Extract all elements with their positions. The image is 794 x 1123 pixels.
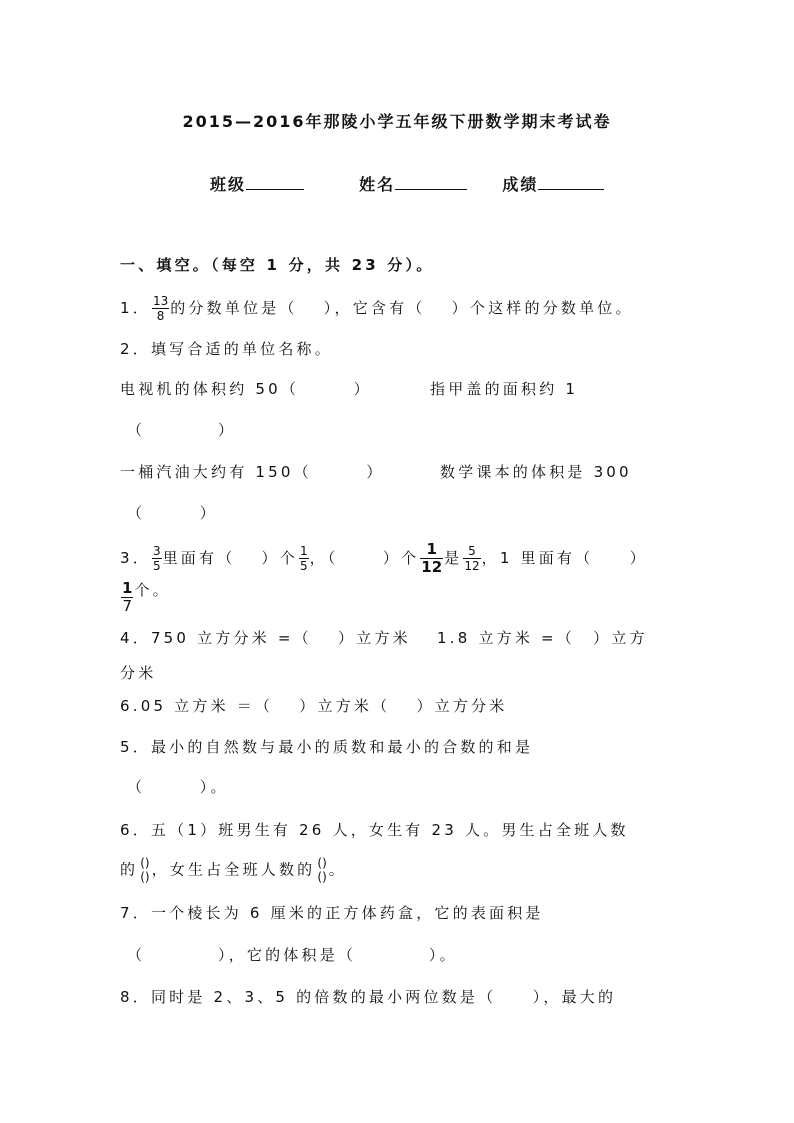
score-label: 成绩: [502, 175, 539, 194]
question-5-line2: （ ）。: [127, 778, 229, 796]
question-4-line1: 4．750 立方分米 =（ ）立方米 1.8 立方米 =（ ）立方: [120, 629, 648, 647]
question-6-line1: 6．五（1）班男生有 26 人，女生有 23 人。男生占全班人数: [120, 821, 629, 839]
section-heading: 一、填空。（每空 1 分，共 23 分）。: [120, 256, 435, 274]
fraction-1-5: $\frac{1}{5}$: [299, 544, 308, 573]
question-2-stem: 2．填写合适的单位名称。: [120, 340, 333, 358]
question-8-line1: 8．同时是 2、3、5 的倍数的最小两位数是（ ），最大的: [120, 988, 617, 1006]
question-2-nail: 指甲盖的面积约 1: [430, 380, 579, 398]
question-7-line2: （ ），它的体积是（ ）。: [127, 946, 458, 964]
question-2-tv: 电视机的体积约 50（ ）: [120, 380, 372, 398]
question-3: 3． $\frac{3}{5}$ 里面有（ ）个 $\frac{1}{5}$ ，（ ）个 $\frac{1}{12}$ 是 $\frac{5}{12}$ ，1 里面有（ ）: [120, 540, 648, 576]
fraction-blank-2: () (): [317, 856, 327, 884]
question-7-line1: 7．一个棱长为 6 厘米的正方体药盒，它的表面积是: [120, 904, 544, 922]
question-2-book-blank: （ ）: [127, 504, 219, 522]
question-4-line2: 分米: [120, 664, 157, 682]
score-blank: [538, 175, 604, 190]
fraction-3-5: $\frac{3}{5}$: [152, 544, 161, 573]
question-5-line1: 5．最小的自然数与最小的质数和最小的合数的和是: [120, 738, 534, 756]
fraction-1-7: $\frac{1}{7}$: [122, 579, 133, 615]
fraction-blank-1: () (): [140, 856, 150, 884]
class-blank: [246, 175, 304, 190]
question-2-oil: 一桶汽油大约有 150（ ）: [120, 463, 385, 481]
class-label: 班级: [210, 175, 247, 194]
fraction-13-8: $\frac{13}{8}$: [152, 294, 169, 323]
fraction-1-12: $\frac{1}{12}$: [421, 540, 443, 576]
name-label: 姓名: [359, 175, 396, 194]
question-3-cont: $\frac{1}{7}$ 个。: [122, 579, 171, 615]
question-1: 1． $\frac{13}{8}$ 的分数单位是（ ），它含有（ ）个这样的分数单位。: [120, 294, 634, 323]
question-2-nail-blank: （ ）: [127, 421, 237, 439]
question-4-line3: 6.05 立方米 ＝（ ）立方米（ ）立方分米: [120, 697, 508, 715]
question-2-book: 数学课本的体积是 300: [440, 463, 632, 481]
student-info-row: [210, 172, 604, 195]
fraction-5-12: $\frac{5}{12}$: [464, 544, 480, 573]
page-title: 2015—2016年那陵小学五年级下册数学期末考试卷: [182, 112, 612, 131]
name-blank: [395, 175, 467, 190]
question-6-line2: 的 () () ，女生占全班人数的 () () 。: [120, 856, 347, 884]
